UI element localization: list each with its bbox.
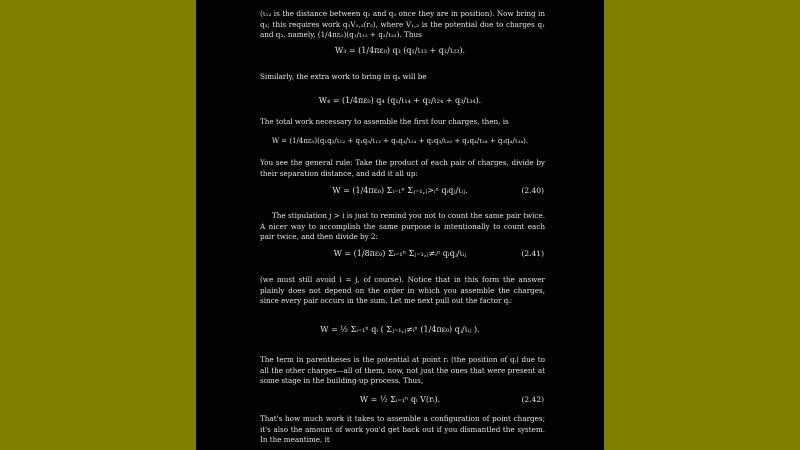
paragraph-2: Similarly, the extra work to bring in q₄ will be bbox=[260, 72, 427, 81]
paragraph-4: You see the general rule: Take the product of each pair of charges, divide by their separation distance, and add it all up: bbox=[260, 158, 545, 178]
equation-potential-sum bbox=[196, 325, 604, 335]
equation-2-42 bbox=[196, 395, 604, 405]
paragraph-1: (ι₁₂ is the distance between q₁ and q₂ once they are in position). Now bring in q₃; this requires work q₃V₁,₂(r₃), where V₁,₂ is the potential due to charges q₁ and q₂, namely, (1/4πε₀)(q₁/ι₁₃ + q₂/ι₂₃). Thus bbox=[260, 9, 545, 40]
equation-number-2-42: (2.42) bbox=[521, 395, 544, 404]
equation-2-42-text: W = ½ Σᵢ₌₁ⁿ qᵢ V(rᵢ). bbox=[359, 395, 441, 404]
equation-2-40 bbox=[196, 186, 604, 196]
paragraph-8: That's how much work it takes to assemble a configuration of point charges; it's also the amount of work you'd get back out if you dismantled the system. In the meantime, it bbox=[260, 414, 545, 445]
equation-2-40-text: W = (1/4πε₀) Σᵢ₌₁ⁿ Σⱼ₌₁,ⱼ>ᵢⁿ qᵢqⱼ/ιᵢⱼ. bbox=[332, 186, 468, 195]
equation-2-41 bbox=[196, 249, 604, 259]
document-page bbox=[196, 0, 604, 450]
equation-w-total-text: W = (1/4πε₀)(q₁q₂/ι₁₂ + q₁q₃/ι₁₃ + q₁q₄/ι₁₄ + q₂q₃/ι₂₃ + q₂q₄/ι₂₄ + q₃q₄/ι₃₄). bbox=[271, 137, 529, 145]
paragraph-5: The stipulation j > i is just to remind you not to count the same pair twice. A nicer way to accomplish the same purpose is intentionally to count each pair twice, and then divide by 2: bbox=[260, 211, 545, 242]
equation-potential-sum-text: W = ½ Σᵢ₌₁ⁿ qᵢ ( Σⱼ₌₁,ⱼ≠ᵢⁿ (1/4πε₀) qⱼ/ιᵢⱼ ). bbox=[320, 325, 480, 334]
equation-2-41-text: W = (1/8πε₀) Σᵢ₌₁ⁿ Σⱼ₌₁,ⱼ≠ᵢⁿ qᵢqⱼ/ιᵢⱼ bbox=[333, 249, 467, 258]
equation-number-2-40: (2.40) bbox=[521, 186, 544, 195]
equation-w3 bbox=[196, 46, 604, 56]
equation-w4 bbox=[196, 96, 604, 106]
equation-number-2-41: (2.41) bbox=[521, 249, 544, 258]
equation-w-total bbox=[196, 136, 604, 146]
paragraph-6: (we must still avoid i = j, of course). Notice that in this form the answer plainly does not depend on the order in which you assemble the charges, since every pair occurs in the sum. Let me next pull out the factor qᵢ: bbox=[260, 275, 545, 306]
equation-w4-text: W₄ = (1/4πε₀) q₄ (q₁/ι₁₄ + q₂/ι₂₄ + q₃/ι₃₄). bbox=[318, 96, 482, 105]
equation-w3-text: W₃ = (1/4πε₀) q₃ (q₁/ι₁₃ + q₂/ι₂₃). bbox=[334, 46, 466, 55]
paragraph-7: The term in parentheses is the potential at point rᵢ (the position of qᵢ) due to all the other charges—all of them, now, not just the ones that were present at some stage in the building-up process. Thus, bbox=[260, 355, 545, 386]
paragraph-3: The total work necessary to assemble the first four charges, then, is bbox=[260, 117, 509, 126]
